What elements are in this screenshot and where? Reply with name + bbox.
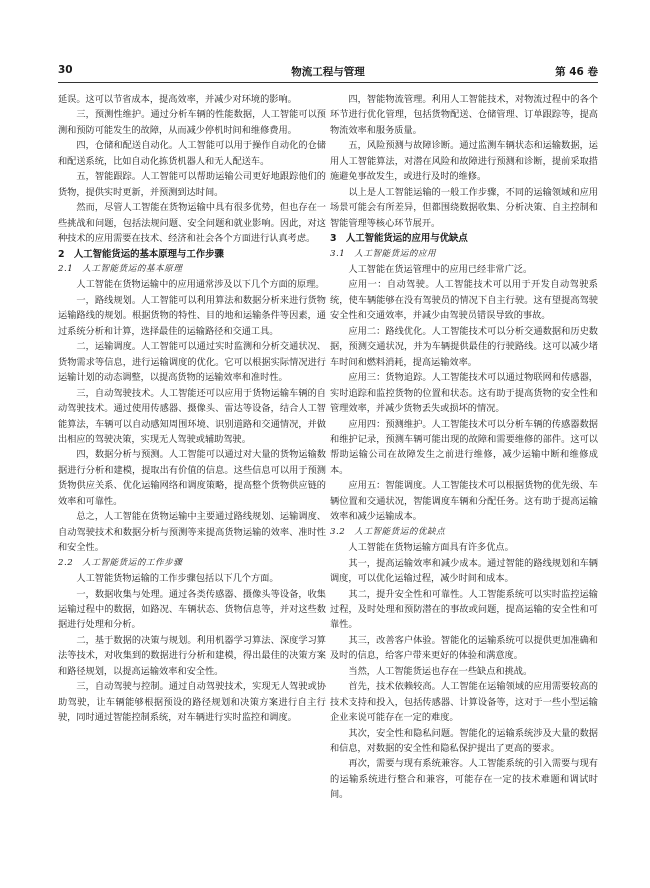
paragraph: 应用二：路线优化。人工智能技术可以分析交通数据和历史数据，预测交通状况，并为车辆提供最佳的行驶路线。这可以减少堵车时间和燃料消耗，提高运输效率。 <box>330 325 598 368</box>
paragraph: 人工智能在货物运输中的应用通常涉及以下几个方面的原理。 <box>76 279 325 291</box>
paragraph: 三，自动驾驶技术。人工智能还可以应用于货物运输车辆的自动驾驶技术。通过使用传感器、摄像头、雷达等设备，结合人工智能算法，车辆可以自动感知周围环境、识别道路和交通情况，并做出相应的驾驶决策，实现无人驾驶或辅助驾驶。 <box>58 387 326 445</box>
paragraph: 人工智能货物运输的工作步骤包括以下几个方面。 <box>76 573 279 585</box>
right-column <box>330 92 598 803</box>
paragraph: 一，路线规划。人工智能可以利用算法和数据分析来进行货物运输路线的规划。根据货物的特性、目的地和运输条件等因素，通过系统分析和计算，选择最佳的运输路径和交通工具。 <box>58 294 326 337</box>
subsection-heading: 3.1 人工智能货运的应用 <box>330 248 437 259</box>
paragraph: 当然，人工智能货运也存在一些缺点和挑战。 <box>348 665 533 677</box>
paragraph: 四，智能物流管理。利用人工智能技术，对物流过程中的各个环节进行优化管理，包括货物配送、仓储管理、订单跟踪等，提高物流效率和服务质量。 <box>330 94 598 136</box>
paragraph: 三，自动驾驶与控制。通过自动驾驶技术，实现无人驾驶或协助驾驶，让车辆能够根据预设的路径规划和决策方案进行自主行驶，同时通过智能控制系统，对车辆进行实时监控和调度。 <box>58 681 326 724</box>
paragraph: 其二，提升安全性和可靠性。人工智能系统可以实时监控运输过程，及时处理和预防潜在的事故或问题，提高运输的安全性和可靠性。 <box>330 588 598 631</box>
paragraph: 以上是人工智能运输的一般工作步骤，不同的运输领域和应用场景可能会有所差异，但都围绕数据收集、分析决策、自主控制和智能管理等核心环节展开。 <box>330 186 598 229</box>
header-rule <box>58 82 598 83</box>
paragraph: 二，基于数据的决策与规划。利用机器学习算法、深度学习算法等技术，对收集到的数据进行分析和建模，得出最佳的决策方案和路径规划，以提高运输效率和安全性。 <box>58 634 326 677</box>
paragraph: 四，仓储和配送自动化。人工智能可以用于操作自动化的仓储和配送系统，比如自动化拣货机器人和无人配送车。 <box>58 140 326 167</box>
page-number: 30 <box>58 64 73 76</box>
paragraph: 人工智能在货物运输方面具有许多优点。 <box>348 542 514 554</box>
paragraph: 总之，人工智能在货物运输中主要通过路线规划、运输调度、自动驾驶技术和数据分析与预测等来提高货物运输的效率、准时性和安全性。 <box>58 511 326 554</box>
paragraph: 应用三：货物追踪。人工智能技术可以通过物联网和传感器，实时追踪和监控货物的位置和状态。这有助于提高货物的安全性和管理效率，并减少货物丢失或损坏的情况。 <box>330 372 598 415</box>
paragraph: 首先，技术依赖较高。人工智能在运输领域的应用需要较高的技术支持和投入，包括传感器、计算设备等，这对于一些小型运输企业来说可能存在一定的难度。 <box>330 681 598 724</box>
subsection-heading: 3.2 人工智能货运的优缺点 <box>330 526 446 537</box>
section-heading: 3 人工智能货运的应用与优缺点 <box>330 233 468 245</box>
section-heading: 2 人工智能货运的基本原理与工作步骤 <box>58 248 224 260</box>
paragraph: 延误。这可以节省成本，提高效率，并减少对环境的影响。 <box>58 94 297 105</box>
paragraph: 其一，提高运输效率和减少成本。通过智能的路线规划和车辆调度，可以优化运输过程，减少时间和成本。 <box>330 557 598 585</box>
paragraph: 其三，改善客户体验。智能化的运输系统可以提供更加准确和及时的信息，给客户带来更好的体验和满意度。 <box>330 634 598 662</box>
paragraph: 二，运输调度。人工智能可以通过实时监测和分析交通状况、货物需求等信息，进行运输调度的优化。它可以根据实际情况进行运输计划的动态调整，以提高货物的运输效率和准时性。 <box>58 341 326 384</box>
journal-title: 物流工程与管理 <box>291 66 365 78</box>
paragraph: 五，风险预测与故障诊断。通过监测车辆状态和运输数据，运用人工智能算法，对潜在风险和故障进行预测和诊断，提前采取措施避免事故发生，或进行及时的维修。 <box>330 140 598 183</box>
paragraph: 应用五：智能调度。人工智能技术可以根据货物的优先级、车辆位置和交通状况，智能调度车辆和分配任务。这有助于提高运输效率和减少运输成本。 <box>330 480 598 523</box>
paragraph: 人工智能在货运管理中的应用已经非常广泛。 <box>348 263 533 275</box>
paragraph: 应用四：预测维护。人工智能技术可以分析车辆的传感器数据和维护记录，预测车辆可能出现的故障和需要维修的部件。这可以帮助运输公司在故障发生之前进行维修，减少运输中断和维修成本。 <box>330 418 598 476</box>
subsection-heading: 2.2 人工智能货运的工作步骤 <box>58 557 183 568</box>
paragraph: 三，预测性维护。通过分析车辆的性能数据，人工智能可以预测和预防可能发生的故障，从而减少停机时间和维修费用。 <box>58 109 326 136</box>
paragraph: 应用一：自动驾驶。人工智能技术可以用于开发自动驾驶系统，使车辆能够在没有驾驶员的情况下自主行驶。这有望提高驾驶安全性和交通效率，并减少由驾驶员错误导致的事故。 <box>330 279 598 322</box>
paragraph: 四，数据分析与预测。人工智能可以通过对大量的货物运输数据进行分析和建模，提取出有价值的信息。这些信息可以用于预测货物供应关系、优化运输网络和调度策略，提高整个货物供应链的效率和可靠性。 <box>58 449 326 507</box>
running-header <box>58 64 598 80</box>
subsection-heading: 2.1 人工智能货运的基本原理 <box>58 263 183 274</box>
left-column <box>58 92 326 726</box>
paragraph: 五，智能跟踪。人工智能可以帮助运输公司更好地跟踪他们的货物，提供实时更新，并预测到达时间。 <box>58 171 326 198</box>
paragraph: 再次，需要与现有系统兼容。人工智能系统的引入需要与现有的运输系统进行整合和兼容，可能存在一定的技术难题和调试时间。 <box>330 758 598 801</box>
paragraph: 一，数据收集与处理。通过各类传感器、摄像头等设备，收集运输过程中的数据，如路况、车辆状态、货物信息等，并对这些数据进行处理和分析。 <box>58 588 326 631</box>
volume-label: 第 46 卷 <box>555 66 598 78</box>
paragraph: 然而，尽管人工智能在货物运输中具有很多优势，但也存在一些挑战和问题，包括法规问题、安全问题和就业影响。因此，对这种技术的应用需要在技术、经济和社会各个方面进行认真考虑。 <box>58 202 326 245</box>
paragraph: 其次，安全性和隐私问题。智能化的运输系统涉及大量的数据和信息，对数据的安全性和隐私保护提出了更高的要求。 <box>330 727 598 755</box>
